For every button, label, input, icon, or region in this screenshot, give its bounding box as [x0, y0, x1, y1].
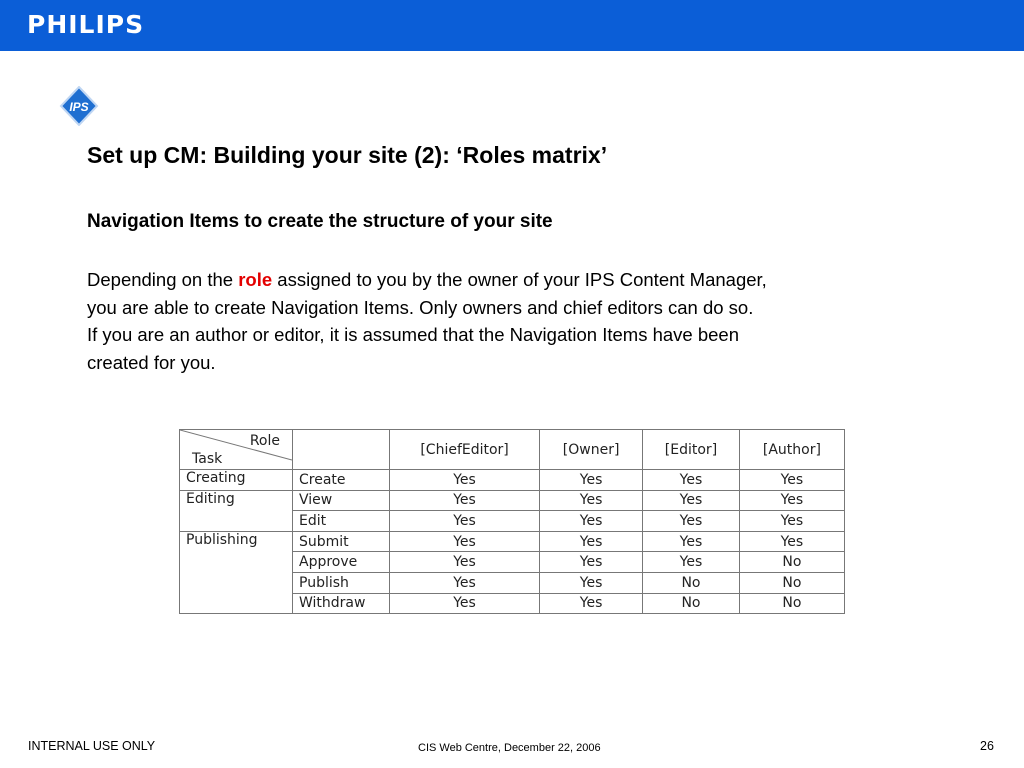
table-row [180, 531, 845, 552]
permission-cell: Yes [643, 511, 740, 532]
permission-cell: Yes [540, 511, 643, 532]
permission-cell: Yes [540, 552, 643, 573]
permission-cell: Yes [540, 531, 643, 552]
permission-cell: No [739, 593, 844, 614]
role-keyword: role [238, 269, 273, 290]
column-header: [Owner] [540, 430, 643, 470]
permission-cell: Yes [540, 490, 643, 511]
permission-cell: Yes [739, 531, 844, 552]
roles-matrix-table [179, 429, 845, 614]
table-row [180, 470, 845, 491]
empty-header-cell [293, 430, 390, 470]
column-header: [ChiefEditor] [390, 430, 540, 470]
permission-cell: Yes [390, 531, 540, 552]
footer-source: CIS Web Centre, December 22, 2006 [418, 742, 601, 754]
body-paragraph-line-1 [87, 266, 967, 294]
permission-cell: Yes [390, 511, 540, 532]
task-label: View [293, 490, 390, 511]
permission-cell: Yes [739, 470, 844, 491]
corner-role-label: Role [249, 433, 280, 449]
task-label: Submit [293, 531, 390, 552]
permission-cell: Yes [643, 552, 740, 573]
task-label: Withdraw [293, 593, 390, 614]
ips-logo-icon [59, 86, 99, 126]
permission-cell: Yes [643, 531, 740, 552]
column-header: [Editor] [643, 430, 740, 470]
task-label: Approve [293, 552, 390, 573]
permission-cell: Yes [643, 470, 740, 491]
body-text-run: assigned to you by the owner of your IPS Content Manager, [272, 269, 767, 290]
body-paragraph-line-2: you are able to create Navigation Items. Only owners and chief editors can do so. [87, 296, 754, 318]
body-paragraph-line-3: If you are an author or editor, it is assumed that the Navigation Items have been [87, 324, 739, 346]
permission-cell: Yes [643, 490, 740, 511]
task-label: Publish [293, 572, 390, 593]
permission-cell: Yes [390, 572, 540, 593]
body-paragraph-line-4: created for you. [87, 351, 216, 373]
page-number: 26 [980, 739, 994, 753]
permission-cell: Yes [540, 593, 643, 614]
corner-task-label: Task [192, 451, 223, 467]
slide-title: Set up CM: Building your site (2): ‘Roles matrix’ [87, 142, 608, 168]
permission-cell: Yes [540, 572, 643, 593]
permission-cell: Yes [739, 490, 844, 511]
permission-cell: No [643, 572, 740, 593]
permission-cell: Yes [540, 470, 643, 491]
group-label: Publishing [180, 531, 293, 613]
permission-cell: Yes [390, 593, 540, 614]
table-row [180, 490, 845, 511]
body-text-run: Depending on the [87, 269, 239, 290]
ips-logo-text: IPS [69, 100, 89, 114]
philips-logo: PHILIPS [27, 10, 145, 39]
permission-cell: Yes [739, 511, 844, 532]
group-label: Editing [180, 490, 293, 531]
permission-cell: No [739, 572, 844, 593]
permission-cell: Yes [390, 470, 540, 491]
corner-cell [180, 430, 293, 470]
permission-cell: No [739, 552, 844, 573]
permission-cell: Yes [390, 552, 540, 573]
task-label: Edit [293, 511, 390, 532]
header-bar [0, 0, 1024, 51]
task-label: Create [293, 470, 390, 491]
group-label: Creating [180, 470, 293, 491]
table-header-row [180, 430, 845, 470]
permission-cell: Yes [390, 490, 540, 511]
footer-classification: INTERNAL USE ONLY [28, 739, 156, 753]
slide-subtitle: Navigation Items to create the structure of your site [87, 211, 553, 232]
body-text [87, 266, 967, 376]
column-header: [Author] [739, 430, 844, 470]
permission-cell: No [643, 593, 740, 614]
